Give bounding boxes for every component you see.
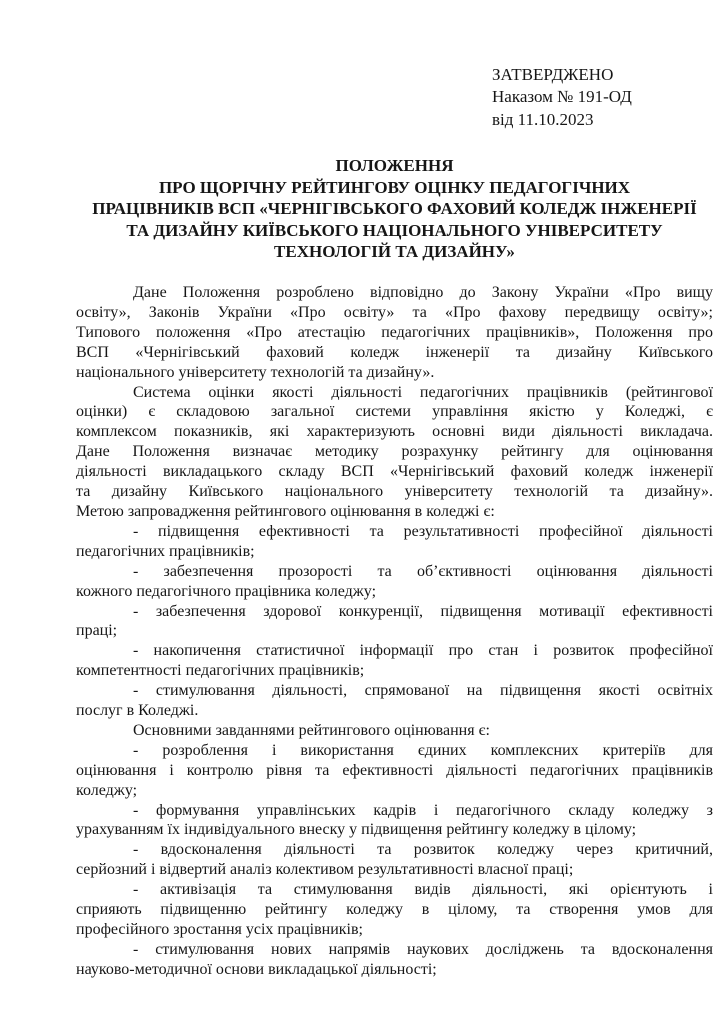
text-line: послуг в Коледжі. (76, 702, 199, 720)
text-line: Дане Положення розроблено відповідно до Закону України «Про вищу (133, 284, 713, 301)
text-line: педагогічних працівників; (76, 542, 255, 560)
text-line: та дизайну Київського національного університету технологій та дизайну». (76, 483, 713, 501)
paragraph (76, 283, 713, 383)
text-line: оцінки) є складовою загальної системи управління якістю у Коледжі, є (76, 403, 713, 421)
list-item (76, 741, 713, 801)
title-line: ПОЛОЖЕННЯ (335, 156, 454, 175)
title-line: ТА ДИЗАЙНУ КИЇВСЬКОГО НАЦІОНАЛЬНОГО УНІВЕРСИТЕТУ (126, 220, 663, 240)
document-body (76, 283, 713, 980)
text-line: урахуванням їх індивідуального внеску у підвищення рейтингу коледжу в цілому; (76, 821, 637, 839)
text-line: науково-методичної основи викладацької діяльності; (76, 960, 437, 978)
text-line: оцінювання і контролю рівня та ефективності діяльності педагогічних працівників (76, 761, 713, 779)
list-item (76, 641, 713, 681)
list-item (76, 801, 713, 841)
text-line: компетентності педагогічних працівників; (76, 662, 365, 680)
text-line: діяльності викладацького складу ВСП «Чернігівський фаховий коледж інженерії (76, 463, 713, 481)
text-line: - забезпечення прозорості та об’єктивності оцінювання діяльності (133, 562, 713, 580)
text-line: ВСП «Чернігівський фаховий коледж інженерії та дизайну Київського (76, 343, 713, 361)
text-line: - накопичення статистичної інформації про стан і розвиток професійної (133, 642, 713, 660)
text-line: - активізація та стимулювання видів діяльності, які орієнтують і (133, 881, 713, 899)
text-line: - стимулювання діяльності, спрямованої на підвищення якості освітніх (133, 682, 713, 700)
list-item (76, 562, 713, 602)
text-line: сприяють підвищенню рейтингу коледжу в цілому, та створення умов для (76, 901, 713, 919)
paragraph (76, 721, 713, 741)
list-item (76, 681, 713, 721)
title-line: ПРАЦІВНИКІВ ВСП «ЧЕРНІГІВСЬКОГО ФАХОВИЙ КОЛЕДЖ ІНЖЕНЕРІЇ (92, 199, 697, 219)
text-line: професійного зростання усіх працівників; (76, 921, 363, 938)
text-line: - розроблення і використання єдиних комплексних критеріїв для (133, 741, 713, 759)
list-item (76, 522, 713, 562)
approval-date: від 11.10.2023 (492, 109, 594, 129)
text-line: освіту», Законів України «Про освіту» та «Про фахову передвищу освіту»; (76, 303, 713, 321)
title-line: ТЕХНОЛОГІЙ ТА ДИЗАЙНУ» (274, 242, 515, 262)
text-line: серйозний і відвертий аналіз колективом результативності власної праці; (76, 861, 574, 879)
list-item (76, 840, 713, 880)
text-line: - вдосконалення діяльності та розвиток коледжу через критичний, (133, 841, 713, 859)
text-line: Метою запровадження рейтингового оцінювання в коледжі є: (76, 502, 495, 520)
paragraph (76, 383, 713, 522)
title-line: ПРО ЩОРІЧНУ РЕЙТИНГОВУ ОЦІНКУ ПЕДАГОГІЧНИХ (158, 177, 631, 197)
text-line: - забезпечення здорової конкуренції, підвищення мотивації ефективності (133, 602, 713, 620)
text-line: Дане Положення визначає методику розрахунку рейтингу для оцінювання (76, 443, 713, 461)
text-line: - формування управлінських кадрів і педагогічного складу коледжу з (133, 801, 713, 819)
text-line: Система оцінки якості діяльності педагогічних працівників (рейтингової (133, 383, 713, 401)
approval-block (492, 64, 632, 131)
text-line: - підвищення ефективності та результативності професійної діяльності (133, 522, 713, 540)
list-item (76, 880, 713, 940)
text-line: кожного педагогічного працівника коледжу; (76, 582, 377, 600)
list-item (76, 940, 713, 980)
text-line: праці; (76, 622, 118, 640)
list-item (76, 602, 713, 642)
approval-order-number: Наказом № 191-ОД (492, 87, 632, 107)
document-title (76, 155, 713, 263)
text-line: Типового положення «Про атестацію педагогічних працівників», Положення про (76, 323, 713, 341)
text-line: Основними завданнями рейтингового оцінювання є: (133, 721, 490, 739)
approval-stamp: ЗАТВЕРДЖЕНО (492, 65, 614, 84)
text-line: комплексом показників, які характеризують основні види діяльності викладача. (76, 423, 713, 441)
text-line: національного університету технологій та дизайну». (76, 363, 435, 381)
text-line: коледжу; (76, 781, 138, 799)
text-line: - стимулювання нових напрямів наукових досліджень та вдосконалення (133, 940, 713, 958)
